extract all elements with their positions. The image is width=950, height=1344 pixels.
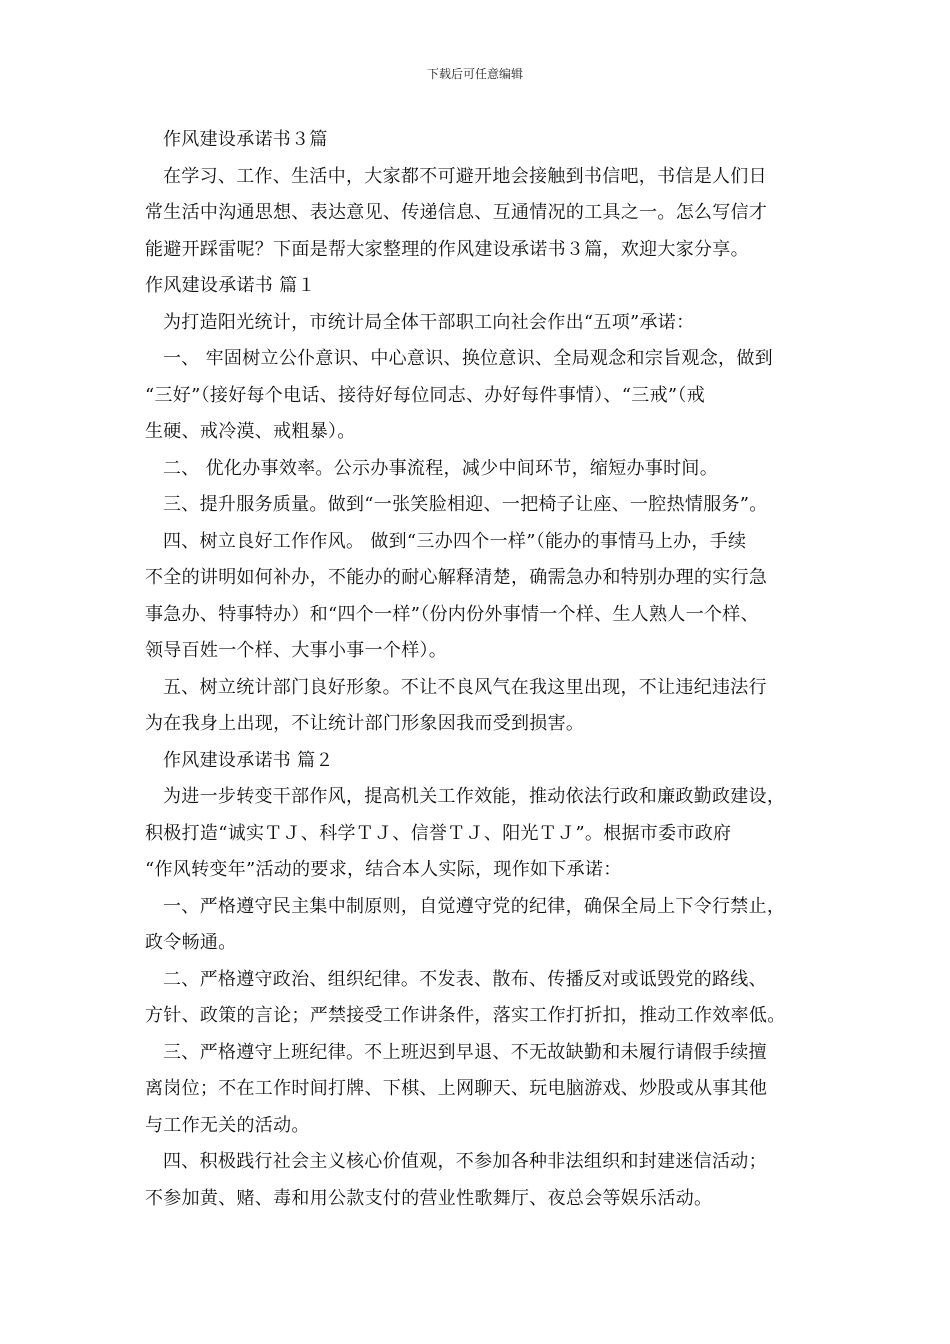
section-heading-1: 作风建设承诺书 篇１: [145, 275, 316, 296]
document-title: 作风建设承诺书３篇: [163, 129, 328, 150]
paragraph-line: 一、 牢固树立公仆意识、中心意识、换位意识、全局观念和宗旨观念，做到: [163, 348, 773, 369]
paragraph-line: 不参加黄、赌、毒和用公款支付的营业性歌舞厅、夜总会等娱乐活动。: [145, 1187, 713, 1209]
intro-paragraph-line: 常生活中沟通思想、表达意见、传递信息、互通情况的工具之一。怎么写信才: [145, 202, 768, 223]
paragraph-line: 二、严格遵守政治、组织纪律。不发表、散布、传播反对或诋毁党的路线、: [163, 968, 767, 990]
paragraph-line: 为打造阳光统计，市统计局全体干部职工向社会作出“五项”承诺：: [163, 311, 695, 333]
paragraph-line: 生硬、戒冷漠、戒粗暴）。: [145, 421, 356, 442]
section-heading-2: 作风建设承诺书 篇２: [163, 749, 334, 771]
paragraph-line: 事急办、特事特办）和“四个一样”（份内份外事情一个样、生人熟人一个样、: [145, 603, 759, 625]
paragraph-line: 为进一步转变干部作风，提高机关工作效能，推动依法行政和廉政勤政建设，: [163, 786, 786, 807]
intro-paragraph-line: 能避开踩雷呢？下面是帮大家整理的作风建设承诺书３篇，欢迎大家分享。: [145, 238, 749, 260]
paragraph-line: 方针、政策的言论；严禁接受工作讲条件，落实工作打折扣，推动工作效率低。: [145, 1005, 786, 1026]
paragraph-line: 与工作无关的活动。: [145, 1114, 310, 1136]
paragraph-line: 领导百姓一个样、大事小事一个样）。: [145, 640, 448, 661]
paragraph-line: 离岗位；不在工作时间打牌、下棋、上网聊天、玩电脑游戏、炒股或从事其他: [145, 1078, 768, 1099]
document-body: [145, 122, 825, 1217]
page-header-note: 下载后可任意编辑: [426, 67, 523, 81]
paragraph-line: “三好”（接好每个电话、接待好每位同志、办好每件事情）、“三戒”（戒: [145, 384, 706, 406]
paragraph-line: “作风转变年”活动的要求，结合本人实际，现作如下承诺：: [145, 859, 622, 880]
paragraph-line: 四、积极践行社会主义核心价值观，不参加各种非法组织和封建迷信活动；: [163, 1151, 767, 1172]
paragraph-line: 一、严格遵守民主集中制原则，自觉遵守党的纪律，确保全局上下令行禁止，: [163, 895, 786, 917]
paragraph-line: 为在我身上出现，不让统计部门形象因我而受到损害。: [145, 713, 585, 734]
paragraph-line: 积极打造“诚实ＴＪ、科学ＴＪ、信誉ＴＪ、阳光ＴＪ”。根据市委市政府: [145, 822, 732, 844]
paragraph-line: 三、严格遵守上班纪律。不上班迟到早退、不无故缺勤和未履行请假手续擅: [163, 1041, 767, 1063]
paragraph-line: 三、提升服务质量。做到“一张笑脸相迎、一把椅子让座、一腔热情服务”。: [163, 494, 768, 515]
paragraph-line: 二、 优化办事效率。公示办事流程，减少中间环节，缩短办事时间。: [163, 457, 719, 479]
paragraph-line: 四、树立良好工作作风。 做到“三办四个一样”（能办的事情马上办，手续: [163, 530, 747, 552]
paragraph-line: 政令畅通。: [145, 932, 237, 953]
paragraph-line: 五、树立统计部门良好形象。不让不良风气在我这里出现，不让违纪违法行: [163, 676, 767, 698]
intro-paragraph-line: 在学习、工作、生活中，大家都不可避开地会接触到书信吧，书信是人们日: [163, 165, 767, 187]
paragraph-line: 不全的讲明如何补办，不能办的耐心解释清楚，确需急办和特别办理的实行急: [145, 567, 768, 588]
